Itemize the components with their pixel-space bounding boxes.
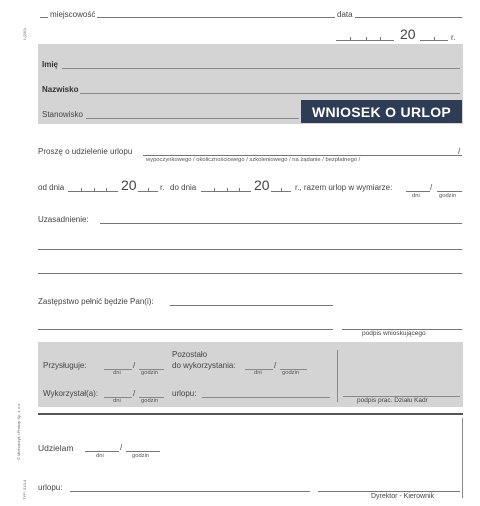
from-year-field[interactable] xyxy=(138,191,158,192)
request-label: Proszę o udzielenie urlopu xyxy=(38,147,133,156)
used-hours-label: godzin xyxy=(141,398,159,404)
grant-hours-label: godzin xyxy=(132,453,150,459)
position-label: Stanowisko xyxy=(42,110,83,119)
from-day-field[interactable] xyxy=(68,191,118,192)
substitute-label: Zastępstwo pełnić będzie Pan(i): xyxy=(38,297,154,306)
product-code: TYP: 513-4 xyxy=(22,479,27,500)
section-divider xyxy=(38,413,463,415)
substitute-field-2[interactable] xyxy=(38,329,333,330)
entitled-slash: / xyxy=(133,361,136,370)
publisher-imprint: © Michalczyk i Prokop Sp. z o.o. xyxy=(16,402,21,460)
remaining-hours-label: godzin xyxy=(282,370,300,376)
position-field[interactable] xyxy=(86,118,299,119)
to-year-field[interactable] xyxy=(271,191,291,192)
to-date-label: r. xyxy=(160,183,165,192)
justification-line-2[interactable] xyxy=(38,249,462,250)
remaining-label-2: do wykorzystania: xyxy=(172,361,236,370)
last-name-label: Nazwisko xyxy=(42,85,79,94)
justification-line-1[interactable] xyxy=(100,223,462,224)
hr-leave-field[interactable] xyxy=(202,397,330,398)
hr-leave-label: urlopu: xyxy=(172,389,197,398)
form-code: I-(200) xyxy=(22,28,27,40)
director-label: Dyrektor - Kierownik xyxy=(371,493,435,500)
grant-days-field[interactable] xyxy=(85,451,119,452)
place-label: miejscowość xyxy=(50,10,96,19)
remaining-days-label: dni xyxy=(254,370,262,376)
hr-signature-label: podpis prac. Działu Kadr xyxy=(357,397,428,404)
form-title: WNIOSEK O URLOP xyxy=(301,100,462,123)
from-date-label: od dnia xyxy=(38,183,65,192)
from-year-prefix: 20 xyxy=(121,177,137,193)
total-days-field[interactable] xyxy=(406,191,430,192)
entitled-label: Przysługuje: xyxy=(43,361,87,370)
first-name-field[interactable] xyxy=(62,68,460,69)
leave-type-slash: / xyxy=(458,147,461,156)
last-name-field[interactable] xyxy=(80,93,460,94)
used-slash: / xyxy=(133,389,136,398)
total-days-label: dni xyxy=(412,193,420,199)
to-day-field[interactable] xyxy=(201,191,251,192)
used-days-label: dni xyxy=(113,398,121,404)
total-hours-field[interactable] xyxy=(437,191,462,192)
approval-leave-label: urlopu: xyxy=(38,483,63,492)
remaining-slash: / xyxy=(274,361,277,370)
grant-days-label: dni xyxy=(96,453,104,459)
approval-leave-field[interactable] xyxy=(70,491,310,492)
to-date-label-2: do dnia xyxy=(170,183,197,192)
leave-type-hint: wypoczynkowego / okolicznościowego / szkoleniowego / na żądanie / bezpłatnego / xyxy=(146,157,361,163)
justification-label: Uzasadnienie: xyxy=(38,215,89,224)
substitute-field[interactable] xyxy=(170,305,333,306)
applicant-signature-label: podpis wnioskującego xyxy=(362,330,426,337)
grant-label: Udzielam xyxy=(38,443,74,453)
total-hours-label: godzin xyxy=(439,193,457,199)
entitled-hours-label: godzin xyxy=(141,370,159,376)
director-signature-line[interactable] xyxy=(318,491,460,492)
total-slash: / xyxy=(430,183,433,192)
hr-divider xyxy=(337,350,338,402)
date-label: data xyxy=(337,10,353,19)
first-name-label: Imię xyxy=(42,60,59,69)
remaining-label-1: Pozostało xyxy=(172,350,208,359)
justification-line-3[interactable] xyxy=(38,273,462,274)
leave-type-field[interactable] xyxy=(143,155,462,156)
approval-right-border xyxy=(462,418,463,498)
date-day-line[interactable] xyxy=(336,40,394,41)
place-line[interactable] xyxy=(40,17,462,18)
grant-slash: / xyxy=(120,443,123,452)
grant-hours-field[interactable] xyxy=(126,451,160,452)
date-year-prefix: 20 xyxy=(400,26,416,42)
to-year-prefix: 20 xyxy=(254,177,270,193)
date-year-line[interactable] xyxy=(420,40,448,41)
used-label: Wykorzystał(a): xyxy=(43,389,99,398)
date-year-suffix: r. xyxy=(451,33,456,42)
total-leave-label: r., razem urlop w wymiarze: xyxy=(295,183,393,192)
entitled-days-label: dni xyxy=(113,370,121,376)
